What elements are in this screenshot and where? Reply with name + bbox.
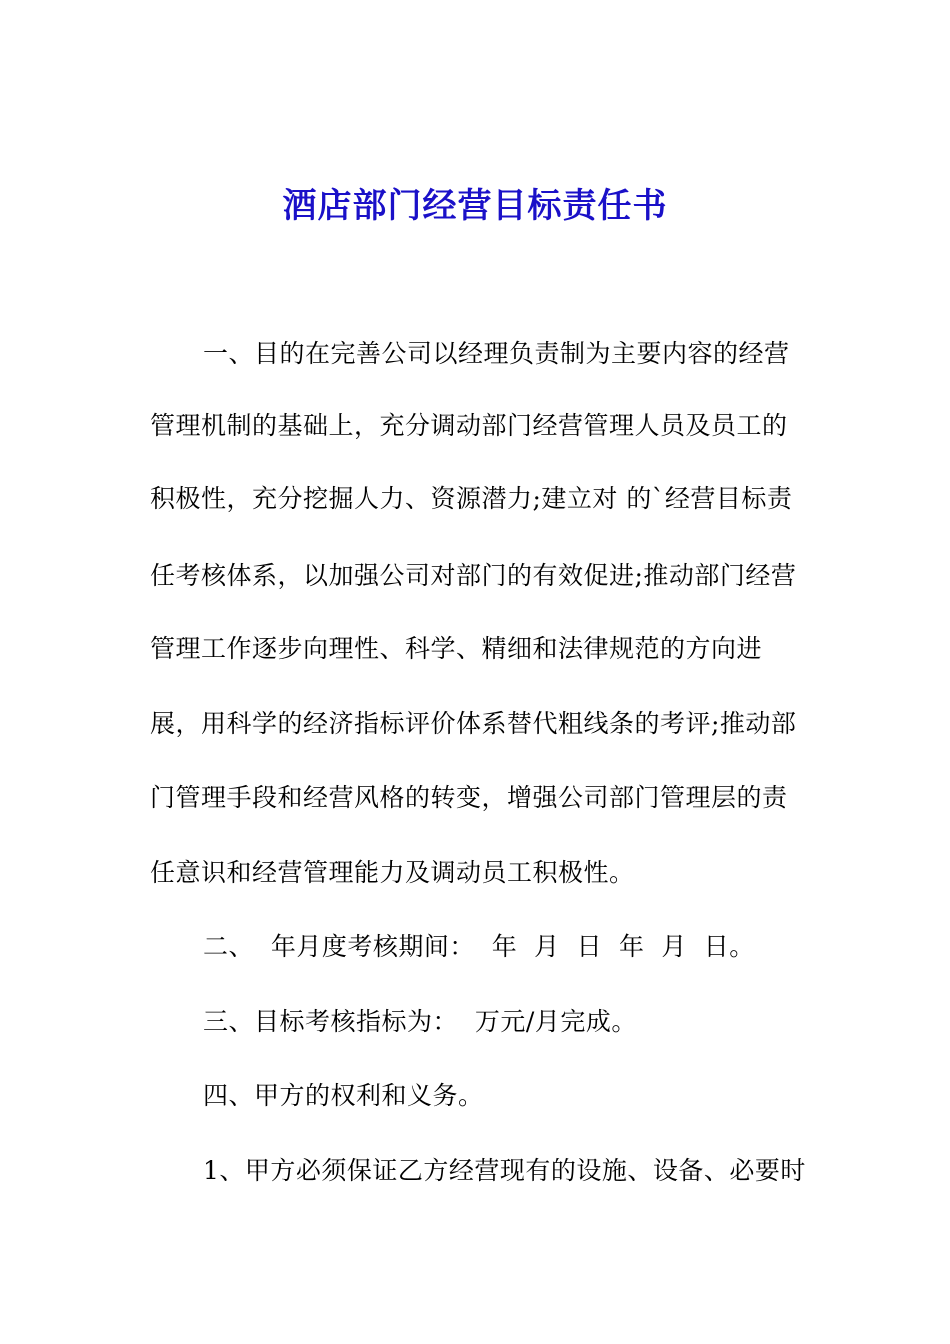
paragraph-line: 任意识和经营管理能力及调动员工积极性。: [150, 858, 635, 887]
section-heading: 四、甲方的权利和义务。: [203, 1081, 484, 1110]
paragraph-line: 管理机制的基础上，充分调动部门经营管理人员及员工的: [150, 411, 788, 440]
paragraph-line: 门管理手段和经营风格的转变，增强公司部门管理层的责: [150, 783, 788, 812]
paragraph-line: 任考核体系，以加强公司对部门的有效促进;推动部门经营: [150, 561, 797, 590]
document-title: 酒店部门经营目标责任书: [282, 186, 668, 226]
clause-line: 1、甲方必须保证乙方经营现有的设施、设备、必要时: [203, 1156, 806, 1185]
period-line: 二、 年月度考核期间： 年 月 日 年 月 日。: [203, 932, 755, 961]
paragraph-line: 一、目的在完善公司以经理负责制为主要内容的经营: [203, 339, 790, 368]
paragraph-line: 展，用科学的经济指标评价体系替代粗线条的考评;推动部: [150, 709, 797, 738]
paragraph-line: 积极性，充分挖掘人力、资源潜力;建立对 的`经营目标责: [150, 484, 793, 513]
target-line: 三、目标考核指标为： 万元/月完成。: [203, 1007, 637, 1036]
paragraph-line: 管理工作逐步向理性、科学、精细和法律规范的方向进: [150, 634, 763, 663]
